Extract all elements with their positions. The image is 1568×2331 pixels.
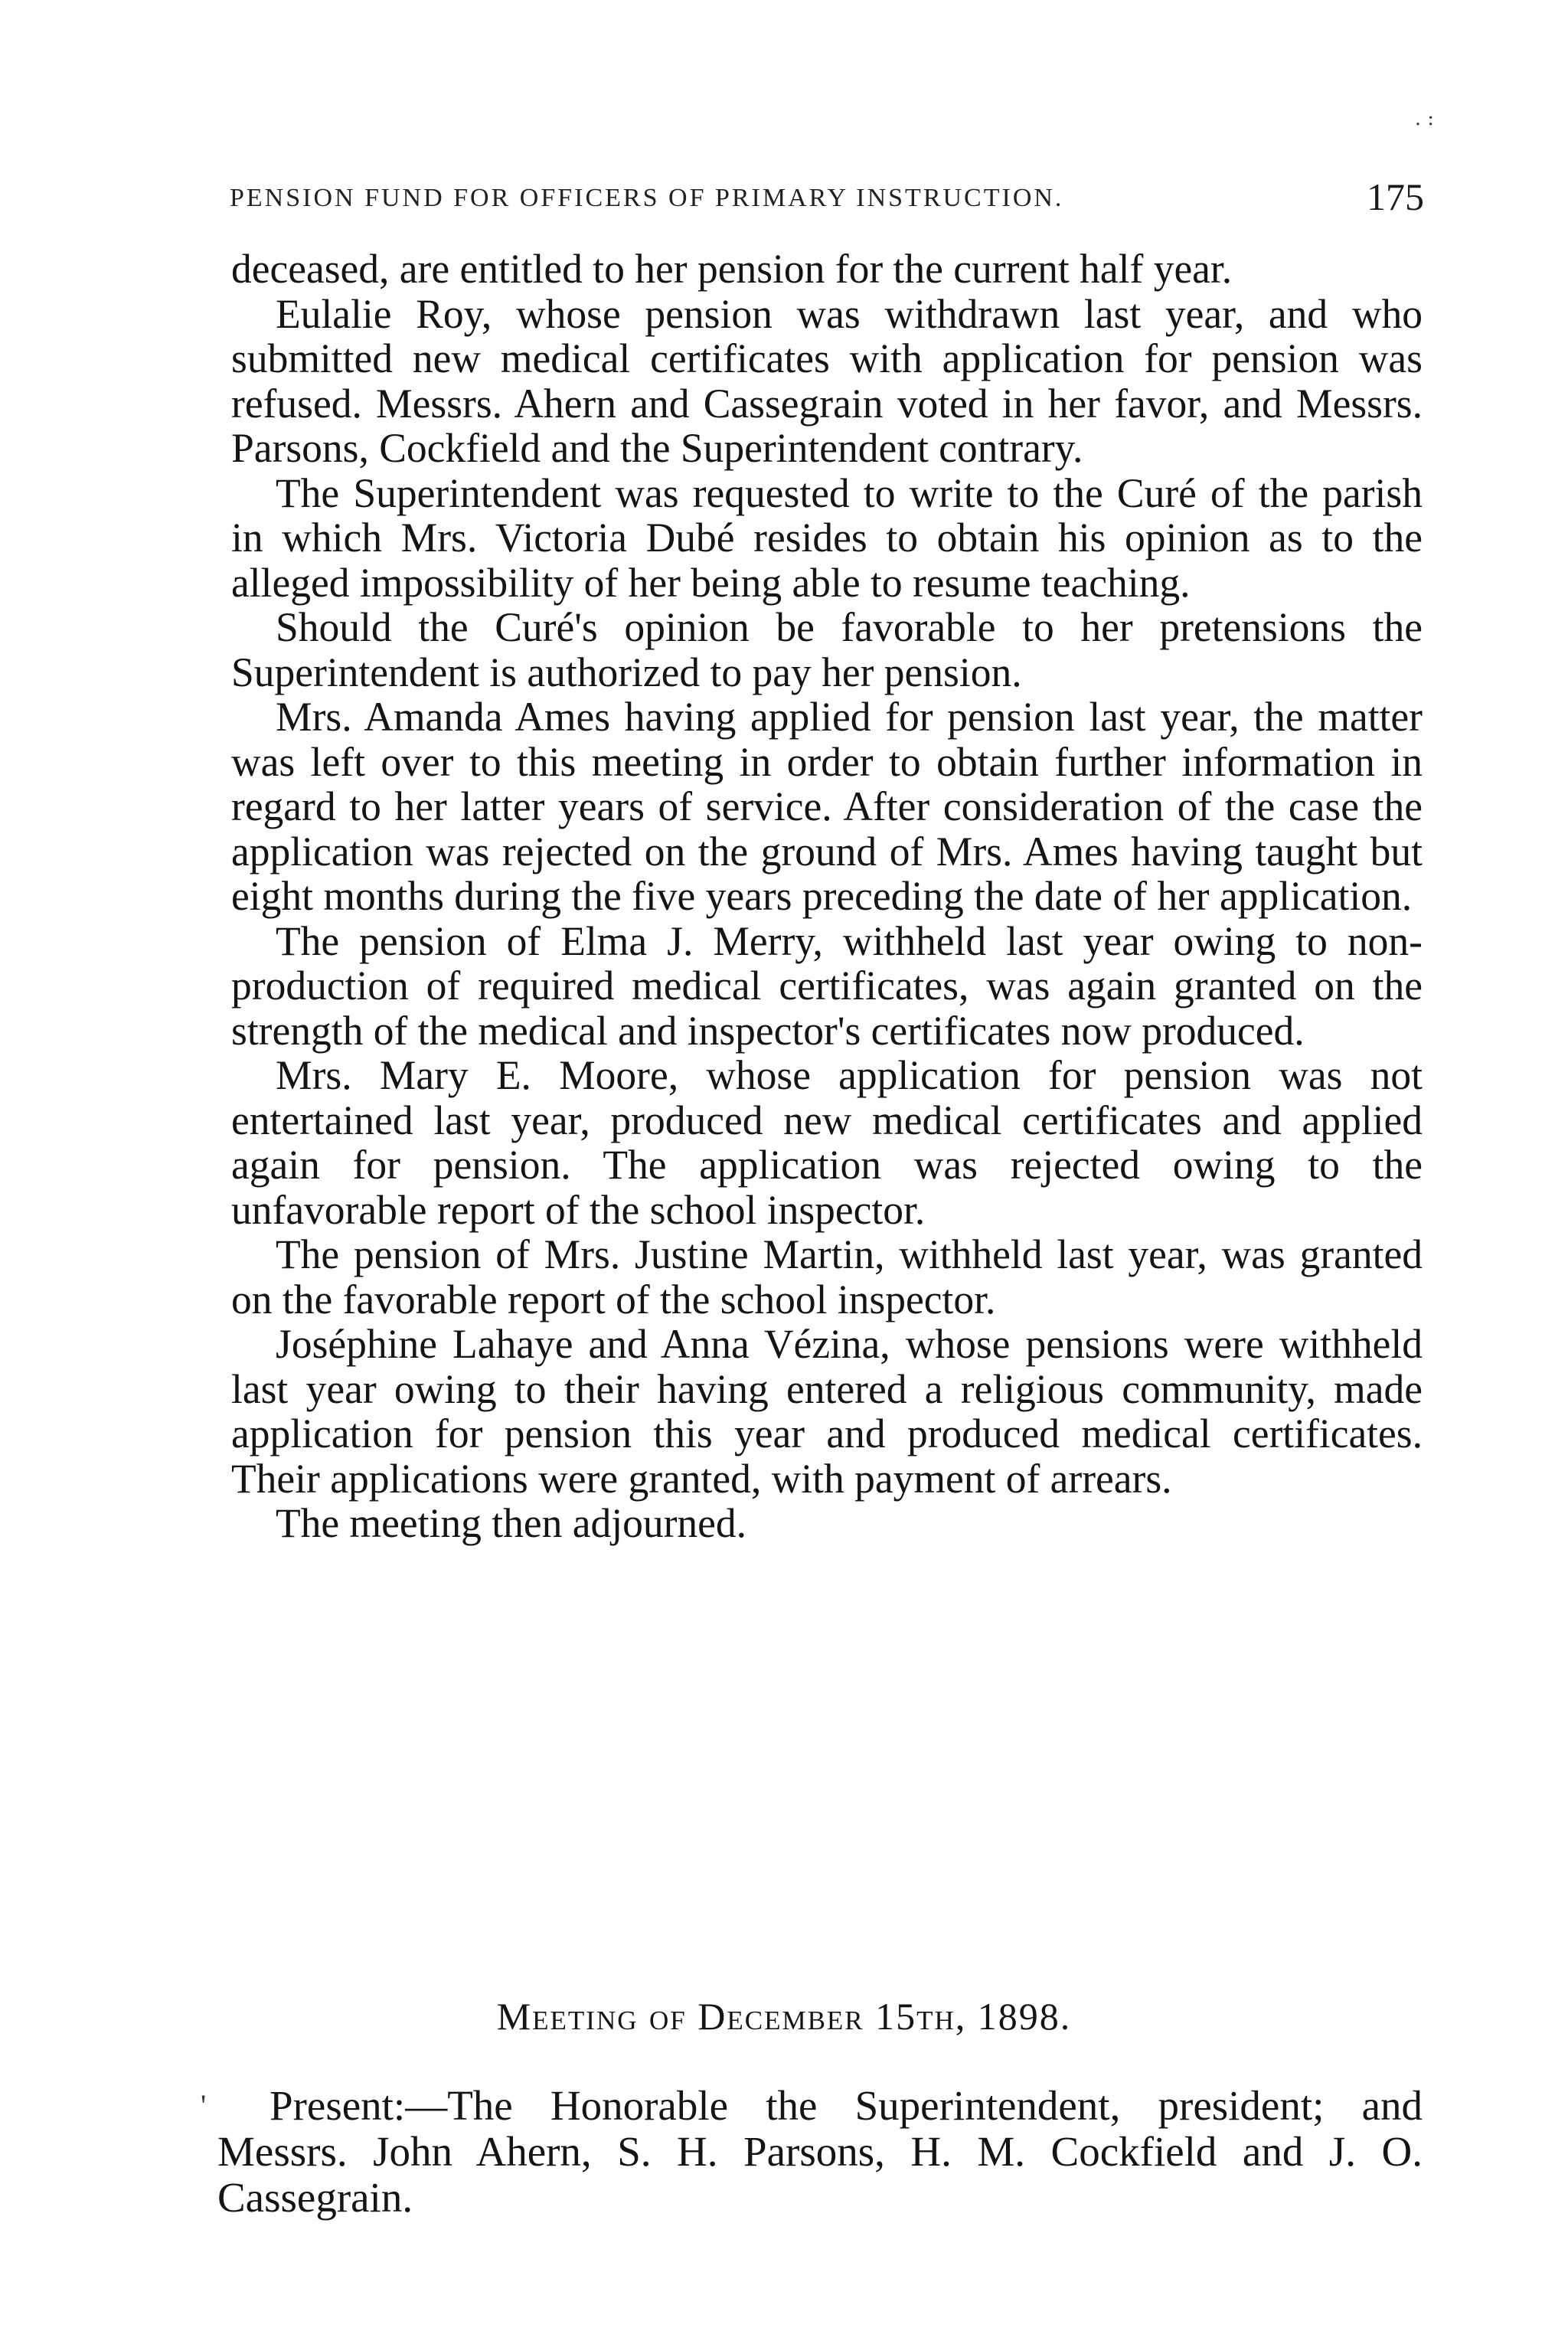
paragraph-elma-merry: The pension of Elma J. Merry, withheld last year owing to non-production of required medical certificates, was again granted on the strength of the medical and inspector's certificates now produced.: [231, 917, 1423, 1054]
margin-tick-mark: ': [201, 2088, 207, 2123]
page-number: 175: [1367, 175, 1424, 218]
paragraph-justine-martin: The pension of Mrs. Justine Martin, withheld last year, was granted on the favorable report of the school inspector.: [231, 1231, 1423, 1322]
paragraph-cure-request: The Superintendent was requested to write to the Curé of the parish in which Mrs. Victoria Dubé resides to obtain his opinion as to the alleged impossibility of her being able to resume teaching.: [231, 469, 1423, 606]
paragraph-eulalie-roy: Eulalie Roy, whose pension was withdrawn last year, and who submitted new medical certificates with application for pension was refused. Messrs. Ahern and Cassegrain voted in her favor, and Messrs. Parsons, Cockfield and the Superintendent contrary.: [231, 290, 1423, 471]
present-paragraph-block: [217, 2083, 1423, 2221]
paragraph-lahaye-vezina: Joséphine Lahaye and Anna Vézina, whose pensions were withheld last year owing to their having entered a religious community, made application for pension this year and produced medical certificates. Their applications were granted, with payment of arrears.: [231, 1321, 1423, 1502]
page-header: [230, 175, 1424, 224]
body-text: [231, 247, 1423, 1546]
paragraph-amanda-ames: Mrs. Amanda Ames having applied for pension last year, the matter was left over to this meeting in order to obtain further information in regard to her latter years of service. After consideration of the case the application was rejected on the ground of Mrs. Ames having taught but eight months during the five years preceding the date of her application.: [231, 694, 1423, 919]
paragraph-continuation: deceased, are entitled to her pension for the current half year.: [231, 246, 1233, 292]
running-title: PENSION FUND FOR OFFICERS OF PRIMARY INSTRUCTION.: [230, 184, 1064, 212]
paragraph-adjourned: The meeting then adjourned.: [276, 1500, 747, 1546]
paragraph-cure-opinion: Should the Curé's opinion be favorable to her pretensions the Superintendent is authorized to pay her pension.: [231, 604, 1423, 695]
present-paragraph: Present:—The Honorable the Superintendent, president; and Messrs. John Ahern, S. H. Parsons, H. M. Cockfield and J. O. Cassegrain.: [217, 2082, 1423, 2221]
section-heading: Meeting of December 15th, 1898.: [496, 1995, 1072, 2038]
paragraph-mary-moore: Mrs. Mary E. Moore, whose application for pension was not entertained last year, produced new medical certificates and applied again for pension. The application was rejected owing to the unfavorable report of the school inspector.: [231, 1052, 1423, 1233]
scan-specks: . :: [1414, 107, 1434, 130]
